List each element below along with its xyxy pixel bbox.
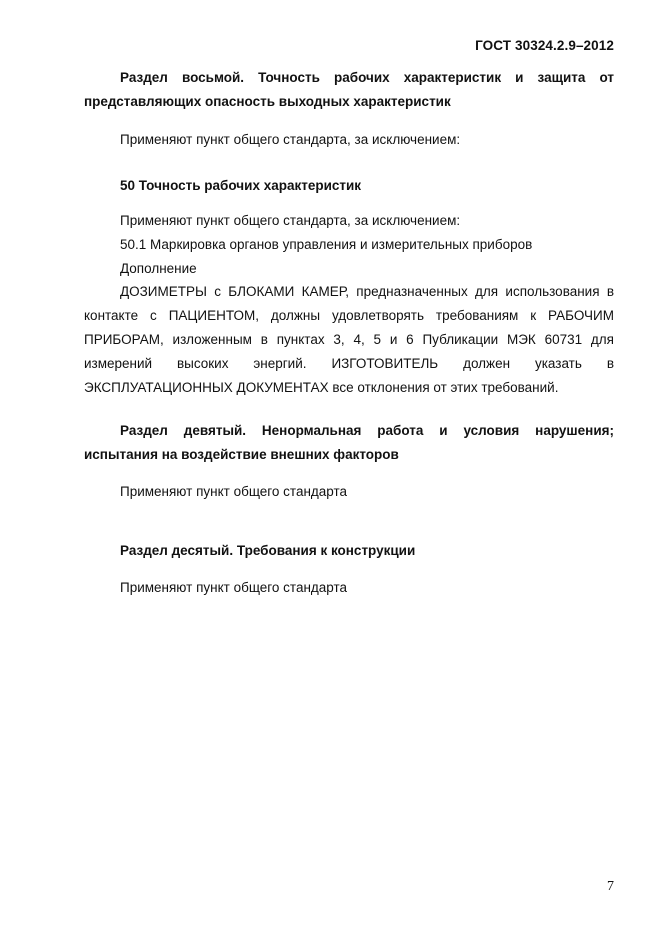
addition-label: Дополнение (120, 261, 197, 276)
section-8-heading: Раздел восьмой. Точность рабочих характеристик и защита от представляющих опасность выходных характеристик (84, 70, 614, 109)
section-9-body: Применяют пункт общего стандарта (120, 484, 348, 499)
section-8-intro: Применяют пункт общего стандарта, за исключением: (120, 132, 461, 147)
addition-paragraph: ДОЗИМЕТРЫ с БЛОКАМИ КАМЕР, предназначенных для использования в контакте с ПАЦИЕНТОМ, должны удовлетворять требованиям к РАБОЧИМ ПРИБОРАМ, изложенным в пунктах 3, 4, 5 и 6 Публикации МЭК 60731 для измерений высоких энергий. ИЗГОТОВИТЕЛЬ должен указать в ЭКСПЛУАТАЦИОННЫХ ДОКУМЕНТАХ все отклонения от этих требований. (84, 284, 614, 395)
clause-50-1-heading: 50.1 Маркировка органов управления и измерительных приборов (120, 237, 533, 252)
section-9-heading: Раздел девятый. Ненормальная работа и условия нарушения; испытания на воздействие внешних факторов (84, 423, 614, 462)
clause-50-heading: 50 Точность рабочих характеристик (120, 178, 362, 193)
section-10-heading: Раздел десятый. Требования к конструкции (120, 543, 416, 558)
clause-50-intro: Применяют пункт общего стандарта, за исключением: (120, 213, 461, 228)
page-number: 7 (607, 879, 614, 894)
section-10-body: Применяют пункт общего стандарта (120, 580, 348, 595)
document-code: ГОСТ 30324.2.9–2012 (475, 38, 614, 53)
